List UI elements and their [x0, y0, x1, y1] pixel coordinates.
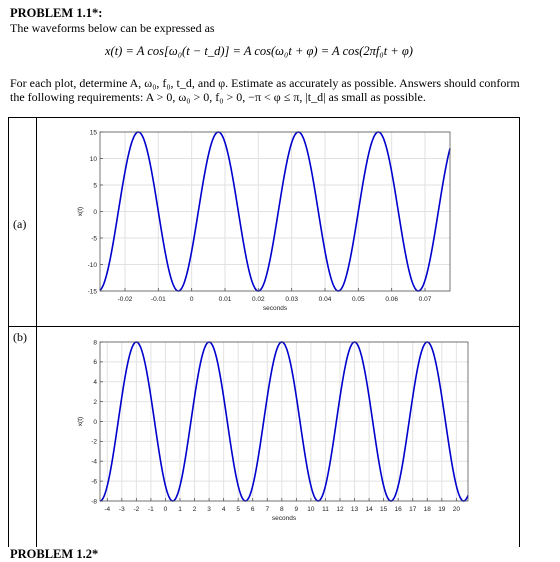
x-tick-label: 7 — [265, 506, 270, 513]
table-row-divider — [8, 326, 520, 327]
row-label-a: (a) — [13, 217, 27, 231]
x-tick-label: 12 — [336, 506, 344, 513]
waveform-plot-a — [70, 128, 460, 318]
x-tick-label: -2 — [133, 506, 140, 513]
y-tick-label: 5 — [93, 182, 97, 190]
y-tick-label: 8 — [93, 339, 97, 347]
y-tick-label: -15 — [87, 288, 97, 296]
problem-intro: The waveforms below can be expressed as — [10, 21, 215, 35]
x-axis-label: seconds — [262, 305, 288, 312]
x-tick-label: 0.07 — [418, 296, 432, 303]
x-tick-label: 0.06 — [385, 296, 398, 303]
y-tick-label: -10 — [87, 261, 97, 269]
x-tick-label: 17 — [409, 506, 417, 513]
x-tick-label: 14 — [365, 506, 373, 513]
x-tick-label: 20 — [452, 506, 460, 513]
y-tick-label: 2 — [93, 398, 97, 406]
table-top-border — [8, 117, 520, 118]
y-tick-label: -2 — [91, 438, 97, 446]
y-tick-label: -5 — [91, 235, 97, 243]
table-label-column-border — [36, 117, 37, 547]
x-tick-label: 0 — [163, 506, 168, 513]
y-tick-label: 0 — [93, 208, 97, 216]
problem-title: PROBLEM 1.1*: — [10, 6, 103, 20]
row-label-b: (b) — [13, 330, 27, 344]
table-left-border — [8, 117, 9, 547]
x-tick-label: 0.03 — [285, 296, 298, 303]
x-tick-label: 6 — [250, 506, 255, 513]
y-tick-label: 6 — [93, 359, 97, 367]
x-tick-label: 16 — [394, 506, 402, 513]
y-tick-label: 0 — [93, 418, 97, 426]
x-tick-label: 3 — [207, 506, 211, 513]
waveform-equation: x(t) = A cos[ω₀(t − t_d)] = A cos(ω₀t + φ) = A cos(2πf₀t + φ) — [105, 44, 413, 58]
x-tick-label: -3 — [118, 506, 125, 513]
y-tick-label: -8 — [91, 498, 97, 506]
table-right-border — [519, 117, 520, 547]
x-tick-label: -1 — [148, 506, 154, 513]
y-axis-label: x(t) — [77, 416, 84, 427]
x-tick-label: -0.02 — [117, 296, 133, 303]
y-tick-label: -6 — [91, 478, 97, 486]
instructions-line-1: For each plot, determine A, ω₀, f₀, t_d, and φ. Estimate as accurately as possible. Answers should conform — [10, 76, 520, 90]
x-tick-label: 10 — [307, 506, 315, 513]
x-tick-label: 11 — [322, 506, 329, 513]
x-tick-label: 0 — [189, 296, 194, 303]
x-tick-label: 2 — [192, 506, 197, 513]
x-tick-label: -4 — [104, 506, 111, 513]
x-tick-label: 0.02 — [252, 296, 265, 303]
x-tick-label: 8 — [280, 506, 284, 513]
x-tick-label: 18 — [423, 506, 431, 513]
x-tick-label: 0.05 — [352, 296, 365, 303]
y-tick-label: 4 — [93, 379, 97, 387]
x-tick-label: 15 — [380, 506, 388, 513]
y-axis-label: x(t) — [77, 206, 84, 217]
x-tick-label: -0.01 — [150, 296, 166, 303]
y-tick-label: -4 — [91, 458, 97, 466]
x-tick-label: 1 — [178, 506, 182, 513]
x-tick-label: 4 — [221, 506, 226, 513]
x-tick-label: 9 — [294, 506, 299, 513]
x-tick-label: 5 — [236, 506, 240, 513]
next-problem-heading: PROBLEM 1.2* — [10, 547, 99, 561]
x-tick-label: 0.01 — [218, 296, 232, 303]
y-tick-label: 10 — [89, 155, 97, 163]
waveform-plot-b — [70, 337, 470, 529]
x-tick-label: 13 — [350, 506, 359, 513]
instructions-line-2: the following requirements: A > 0, ω₀ > 0, f₀ > 0, −π < φ ≤ π, |t_d| as small as possible. — [10, 90, 426, 104]
x-tick-label: 19 — [438, 506, 446, 513]
x-tick-label: 0.04 — [318, 296, 332, 303]
x-axis-label: seconds — [271, 515, 297, 522]
y-tick-label: 15 — [89, 129, 97, 137]
